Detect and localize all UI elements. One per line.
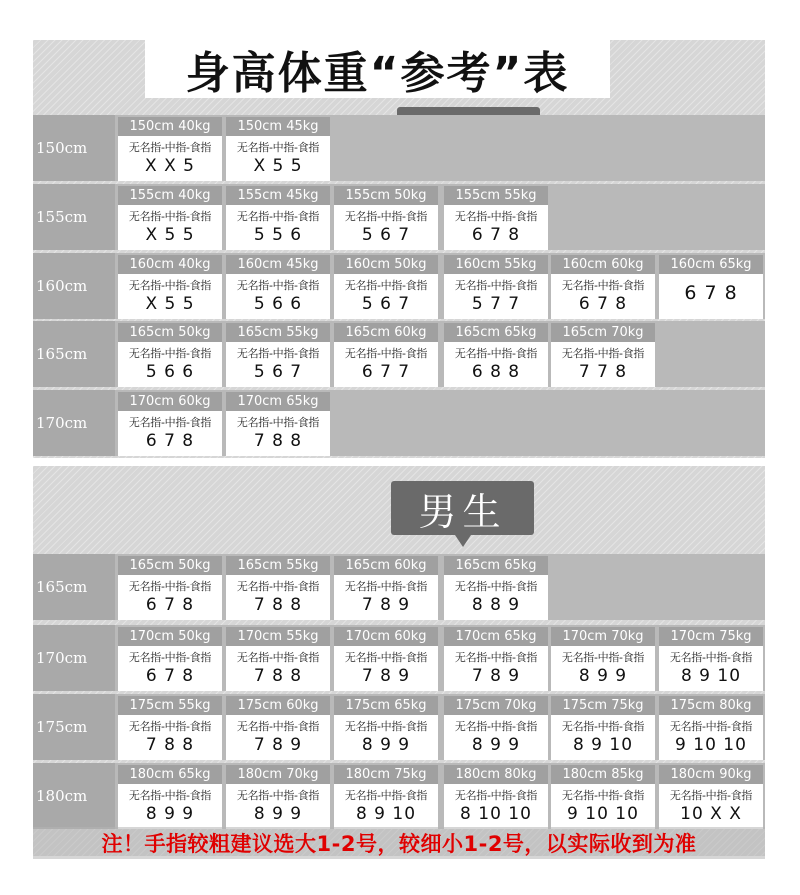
cell-ring-sizes: 8 9 9 xyxy=(578,666,628,686)
size-cell xyxy=(226,627,330,691)
sizing-note: 注！手指较粗建议选大1-2号，较细小1-2号，以实际收到为准 xyxy=(33,827,765,859)
cell-finger-order: 无名指-中指-食指 xyxy=(236,279,320,292)
cell-finger-order: 无名指-中指-食指 xyxy=(344,279,428,292)
cell-height-weight: 155cm 45kg xyxy=(226,186,330,205)
cell-height-weight: 175cm 60kg xyxy=(226,696,330,715)
cell-ring-sizes: 6 7 8 xyxy=(471,225,521,245)
cell-ring-sizes: 9 10 10 xyxy=(567,804,639,824)
cell-height-weight: 150cm 40kg xyxy=(118,117,222,136)
cell-ring-sizes: 10 X X xyxy=(680,804,742,824)
size-cell xyxy=(226,556,330,620)
cell-finger-order: 无名指-中指-食指 xyxy=(454,279,538,292)
cell-height-weight: 165cm 65kg xyxy=(444,323,548,342)
cell-finger-order: 无名指-中指-食指 xyxy=(344,347,428,360)
cell-height-weight: 165cm 50kg xyxy=(118,323,222,342)
cell-ring-sizes: 6 7 8 xyxy=(578,294,628,314)
size-cell xyxy=(118,186,222,250)
row-height-label: 150cm xyxy=(33,115,115,181)
cell-finger-order: 无名指-中指-食指 xyxy=(344,789,428,802)
cell-finger-order: 无名指-中指-食指 xyxy=(128,347,212,360)
cell-height-weight: 160cm 55kg xyxy=(444,255,548,274)
cell-height-weight: 175cm 75kg xyxy=(551,696,655,715)
size-cell xyxy=(334,323,438,387)
cell-finger-order: 无名指-中指-食指 xyxy=(561,279,645,292)
size-cell xyxy=(659,696,763,760)
cell-finger-order: 无名指-中指-食指 xyxy=(454,651,538,664)
cell-finger-order: 无名指-中指-食指 xyxy=(128,651,212,664)
size-cell xyxy=(118,696,222,760)
row-height-label: 155cm xyxy=(33,184,115,250)
cell-finger-order: 无名指-中指-食指 xyxy=(236,347,320,360)
size-cell xyxy=(226,255,330,319)
cell-finger-order: 无名指-中指-食指 xyxy=(561,347,645,360)
size-cell xyxy=(659,627,763,691)
size-cell xyxy=(334,556,438,620)
cell-height-weight: 165cm 50kg xyxy=(118,556,222,575)
size-cell xyxy=(444,323,548,387)
cell-finger-order: 无名指-中指-食指 xyxy=(344,651,428,664)
cell-height-weight: 175cm 55kg xyxy=(118,696,222,715)
row-height-label: 165cm xyxy=(33,321,115,387)
cell-ring-sizes: 8 9 9 xyxy=(471,735,521,755)
cell-ring-sizes: X 5 5 xyxy=(145,225,195,245)
cell-ring-sizes: 5 6 7 xyxy=(253,362,303,382)
cell-finger-order: 无名指-中指-食指 xyxy=(454,789,538,802)
cell-ring-sizes: 7 8 8 xyxy=(253,595,303,615)
cell-height-weight: 160cm 40kg xyxy=(118,255,222,274)
cell-ring-sizes: 8 8 9 xyxy=(471,595,521,615)
size-cell xyxy=(118,323,222,387)
cell-height-weight: 170cm 70kg xyxy=(551,627,655,646)
size-cell xyxy=(118,765,222,829)
cell-height-weight: 160cm 60kg xyxy=(551,255,655,274)
cell-height-weight: 180cm 70kg xyxy=(226,765,330,784)
size-cell xyxy=(551,255,655,319)
cell-finger-order: 无名指-中指-食指 xyxy=(561,789,645,802)
cell-height-weight: 150cm 45kg xyxy=(226,117,330,136)
size-cell xyxy=(551,765,655,829)
cell-finger-order: 无名指-中指-食指 xyxy=(344,720,428,733)
size-cell xyxy=(444,255,548,319)
cell-ring-sizes: 7 8 9 xyxy=(471,666,521,686)
cell-height-weight: 165cm 55kg xyxy=(226,556,330,575)
size-cell xyxy=(659,765,763,829)
cell-finger-order: 无名指-中指-食指 xyxy=(669,789,753,802)
cell-finger-order: 无名指-中指-食指 xyxy=(128,580,212,593)
cell-height-weight: 160cm 45kg xyxy=(226,255,330,274)
cell-height-weight: 170cm 60kg xyxy=(118,392,222,411)
cell-height-weight: 175cm 70kg xyxy=(444,696,548,715)
size-cell xyxy=(226,392,330,456)
size-cell xyxy=(551,696,655,760)
cell-ring-sizes: 5 7 7 xyxy=(471,294,521,314)
cell-ring-sizes: 8 9 9 xyxy=(361,735,411,755)
cell-finger-order: 无名指-中指-食指 xyxy=(236,720,320,733)
cell-ring-sizes: 5 6 7 xyxy=(361,294,411,314)
cell-ring-sizes: 7 8 8 xyxy=(253,666,303,686)
size-cell xyxy=(226,765,330,829)
size-cell xyxy=(551,627,655,691)
size-cell xyxy=(551,323,655,387)
size-cell xyxy=(334,255,438,319)
size-cell xyxy=(226,117,330,181)
size-cell xyxy=(118,392,222,456)
cell-finger-order: 无名指-中指-食指 xyxy=(669,651,753,664)
cell-height-weight: 170cm 75kg xyxy=(659,627,763,646)
cell-height-weight: 170cm 50kg xyxy=(118,627,222,646)
size-cell xyxy=(444,627,548,691)
cell-finger-order: 无名指-中指-食指 xyxy=(669,720,753,733)
row-height-label: 175cm xyxy=(33,694,115,760)
cell-finger-order: 无名指-中指-食指 xyxy=(454,720,538,733)
cell-finger-order: 无名指-中指-食指 xyxy=(128,789,212,802)
cell-ring-sizes: 6 7 8 xyxy=(684,282,738,304)
cell-ring-sizes: 7 8 9 xyxy=(361,666,411,686)
cell-finger-order: 无名指-中指-食指 xyxy=(454,580,538,593)
cell-finger-order: 无名指-中指-食指 xyxy=(454,210,538,223)
cell-ring-sizes: 6 7 7 xyxy=(361,362,411,382)
cell-ring-sizes: 5 6 7 xyxy=(361,225,411,245)
cell-height-weight: 170cm 65kg xyxy=(226,392,330,411)
size-cell xyxy=(334,765,438,829)
cell-finger-order: 无名指-中指-食指 xyxy=(561,720,645,733)
page-title: 身高体重“参考”表 xyxy=(145,40,610,98)
cell-finger-order: 无名指-中指-食指 xyxy=(236,580,320,593)
cell-height-weight: 160cm 65kg xyxy=(659,255,763,274)
cell-height-weight: 170cm 65kg xyxy=(444,627,548,646)
cell-height-weight: 175cm 80kg xyxy=(659,696,763,715)
cell-finger-order: 无名指-中指-食指 xyxy=(236,789,320,802)
cell-ring-sizes: 7 8 9 xyxy=(361,595,411,615)
cell-finger-order: 无名指-中指-食指 xyxy=(128,279,212,292)
size-cell xyxy=(444,186,548,250)
row-height-label: 180cm xyxy=(33,763,115,829)
cell-height-weight: 155cm 50kg xyxy=(334,186,438,205)
cell-height-weight: 165cm 60kg xyxy=(334,556,438,575)
cell-height-weight: 180cm 65kg xyxy=(118,765,222,784)
cell-finger-order: 无名指-中指-食指 xyxy=(128,720,212,733)
size-cell xyxy=(444,556,548,620)
size-cell xyxy=(118,255,222,319)
cell-finger-order: 无名指-中指-食指 xyxy=(128,416,212,429)
cell-ring-sizes: X 5 5 xyxy=(145,294,195,314)
size-cell xyxy=(118,117,222,181)
size-cell xyxy=(226,696,330,760)
size-cell xyxy=(118,627,222,691)
cell-finger-order: 无名指-中指-食指 xyxy=(128,210,212,223)
cell-ring-sizes: X 5 5 xyxy=(253,156,303,176)
cell-finger-order: 无名指-中指-食指 xyxy=(344,210,428,223)
size-cell xyxy=(659,255,763,319)
cell-height-weight: 175cm 65kg xyxy=(334,696,438,715)
cell-height-weight: 180cm 80kg xyxy=(444,765,548,784)
cell-finger-order: 无名指-中指-食指 xyxy=(561,651,645,664)
cell-height-weight: 180cm 85kg xyxy=(551,765,655,784)
cell-ring-sizes: 7 7 8 xyxy=(578,362,628,382)
cell-ring-sizes: 8 9 10 xyxy=(680,666,742,686)
cell-finger-order: 无名指-中指-食指 xyxy=(236,141,320,154)
cell-ring-sizes: 5 6 6 xyxy=(253,294,303,314)
cell-ring-sizes: 6 8 8 xyxy=(471,362,521,382)
row-height-label: 170cm xyxy=(33,625,115,691)
cell-ring-sizes: 8 9 9 xyxy=(145,804,195,824)
size-cell xyxy=(444,765,548,829)
cell-height-weight: 180cm 75kg xyxy=(334,765,438,784)
cell-ring-sizes: 7 8 8 xyxy=(145,735,195,755)
cell-height-weight: 165cm 70kg xyxy=(551,323,655,342)
cell-height-weight: 160cm 50kg xyxy=(334,255,438,274)
cell-height-weight: 155cm 55kg xyxy=(444,186,548,205)
cell-ring-sizes: 5 6 6 xyxy=(145,362,195,382)
cell-height-weight: 170cm 60kg xyxy=(334,627,438,646)
cell-ring-sizes: 8 9 10 xyxy=(355,804,417,824)
cell-height-weight: 165cm 65kg xyxy=(444,556,548,575)
row-height-label: 165cm xyxy=(33,554,115,620)
cell-height-weight: 165cm 55kg xyxy=(226,323,330,342)
size-cell xyxy=(334,696,438,760)
cell-height-weight: 155cm 40kg xyxy=(118,186,222,205)
cell-finger-order: 无名指-中指-食指 xyxy=(454,347,538,360)
row-height-label: 160cm xyxy=(33,253,115,319)
cell-ring-sizes: 5 5 6 xyxy=(253,225,303,245)
cell-ring-sizes: 8 9 9 xyxy=(253,804,303,824)
cell-ring-sizes: 7 8 9 xyxy=(253,735,303,755)
cell-ring-sizes: 9 10 10 xyxy=(675,735,747,755)
row-height-label: 170cm xyxy=(33,390,115,456)
cell-ring-sizes: 8 10 10 xyxy=(460,804,532,824)
size-cell xyxy=(444,696,548,760)
size-cell xyxy=(334,186,438,250)
cell-ring-sizes: 6 7 8 xyxy=(145,666,195,686)
cell-ring-sizes: X X 5 xyxy=(145,156,195,176)
size-cell xyxy=(226,323,330,387)
cell-finger-order: 无名指-中指-食指 xyxy=(236,416,320,429)
cell-finger-order: 无名指-中指-食指 xyxy=(236,210,320,223)
cell-finger-order: 无名指-中指-食指 xyxy=(128,141,212,154)
cell-ring-sizes: 6 7 8 xyxy=(145,595,195,615)
male-tag: 男生 xyxy=(391,481,534,535)
cell-finger-order: 无名指-中指-食指 xyxy=(236,651,320,664)
cell-ring-sizes: 7 8 8 xyxy=(253,431,303,451)
cell-height-weight: 180cm 90kg xyxy=(659,765,763,784)
cell-height-weight: 165cm 60kg xyxy=(334,323,438,342)
cell-ring-sizes: 6 7 8 xyxy=(145,431,195,451)
size-cell xyxy=(334,627,438,691)
cell-height-weight: 170cm 55kg xyxy=(226,627,330,646)
size-cell xyxy=(118,556,222,620)
cell-ring-sizes: 8 9 10 xyxy=(572,735,634,755)
cell-finger-order: 无名指-中指-食指 xyxy=(344,580,428,593)
size-cell xyxy=(226,186,330,250)
